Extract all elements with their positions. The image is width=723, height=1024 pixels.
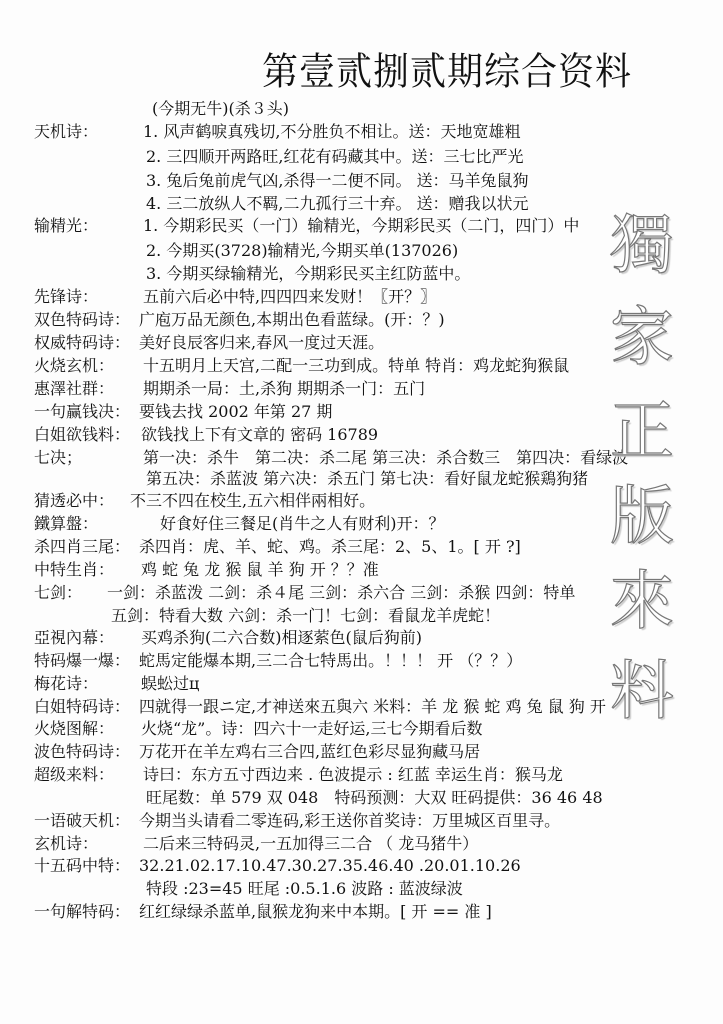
row-content: 诗曰：东方五寸西边来 . 色波提示 : 红蓝 幸运生肖：猴马龙 — [143, 765, 563, 784]
row-label: 一句赢钱决： — [34, 402, 131, 421]
row-label: 权威特码诗： — [34, 333, 131, 352]
row-label: 超级来料： — [34, 765, 115, 784]
row-content: 2. 今期买(3728)输精光,今期买单(137026) — [146, 241, 459, 260]
page-title: 第壹贰捌贰期综合资料 — [262, 51, 633, 95]
row-label: 七决； — [34, 448, 83, 467]
row-content: 2. 三四顺开两路旺,红花有码藏其中。送：三七比严光 — [146, 147, 524, 166]
row-content: 万花开在羊左鸡右三合四,蓝红色彩尽显狗藏马居 — [139, 742, 481, 761]
row-label: 特码爆一爆： — [34, 651, 131, 670]
watermark-char-3: 正 — [610, 395, 674, 469]
row-content: 1. 风声鹤唳真残切,不分胜负不相让。送：天地宽雄粗 — [143, 122, 521, 141]
row-content: 十五明月上天宫,二配一三功到成。特单 特肖：鸡龙蛇狗猴鼠 — [143, 356, 570, 375]
row-label: 一句解特码： — [34, 902, 131, 921]
row-content: 美好良辰客归来,春风一度过天涯。 — [139, 333, 385, 352]
row-content: 蜈蚣过ц — [141, 674, 200, 693]
row-content: 五剑：特看大数 六剑：杀一门！七剑：看鼠龙羊虎蛇！ — [111, 606, 501, 625]
row-content: 第五决：杀蓝波 第六决：杀五门 第七决：看好鼠龙蛇猴鶏狗猪 — [146, 469, 589, 488]
row-content: 第一决：杀牛 第二决：杀二尾 第三决：杀合数三 第四决：看绿波 — [143, 448, 629, 467]
row-label: 玄机诗： — [34, 834, 99, 853]
watermark-char-2: 家 — [610, 301, 674, 375]
row-content: 蛇馬定能爆本期,三二合七特馬出。！！！ 开 （？？） — [139, 651, 523, 670]
row-content: 期期杀一局：土,杀狗 期期杀一门：五门 — [143, 379, 426, 398]
row-content: 杀四肖：虎、羊、蛇、鸡。杀三尾：2、5、1。[ 开 ?] — [139, 537, 521, 556]
row-label: 先锋诗： — [34, 287, 99, 306]
row-content: 要钱去找 2002 年第 27 期 — [139, 402, 333, 421]
row-label: 波色特码诗： — [34, 742, 131, 761]
row-content: 二后来三特码灵,一五加得三二合 （ 龙马猪牛） — [143, 834, 479, 853]
row-content: 不三不四在校生,五六相伴兩相好。 — [130, 491, 376, 510]
row-content: 一剑：杀蓝泼 二剑：杀４尾 三剑：杀六合 三剑：杀猴 四剑：特单 — [107, 583, 576, 602]
row-content: 旺尾数：单 579 双 048 特码预测：大双 旺码提供：36 46 48 — [146, 788, 603, 807]
row-label: 杀四肖三尾： — [34, 537, 131, 556]
row-label: 七剑： — [34, 583, 83, 602]
row-label: 鐵算盤： — [34, 514, 99, 533]
row-content: 4. 三二放纵人不羁,二九孤行三十弃。 送：赠我以状元 — [146, 194, 529, 213]
row-label: 输精光： — [34, 216, 99, 235]
row-content: 五前六后必中特,四四四来发财！〖开？〗 — [143, 287, 437, 306]
row-label: 双色特码诗： — [34, 310, 131, 329]
row-content: 3. 兔后兔前虎气凶,杀得一二便不同。 送：马羊兔鼠狗 — [146, 171, 529, 190]
row-content: 四就得一跟ニ定,才神送來五與六 米料：羊 龙 猴 蛇 鸡 兔 鼠 狗 开 — [139, 697, 606, 716]
row-content: 32.21.02.17.10.47.30.27.35.46.40 .20.01.10.26 — [139, 856, 521, 875]
row-label: 中特生肖： — [34, 560, 115, 579]
row-content: 广庖万品无颜色,本期出色看蓝绿。(开：？) — [139, 310, 445, 329]
row-label: 梅花诗： — [34, 674, 99, 693]
row-label: 猜透必中： — [34, 491, 115, 510]
watermark-char-4: 版 — [610, 480, 674, 554]
row-label: 一语破天机： — [34, 811, 131, 830]
row-label: 天机诗： — [34, 122, 99, 141]
row-label: 火烧玄机： — [34, 356, 115, 375]
row-label: 惠澤社群： — [34, 379, 115, 398]
watermark-char-1: 獨 — [610, 209, 674, 283]
row-content: 欲钱找上下有文章的 密码 16789 — [141, 425, 379, 444]
row-content: 1. 今期彩民买（一门）输精光，今期彩民买（二门，四门）中 — [143, 216, 580, 235]
row-label: 亞視內幕： — [34, 628, 115, 647]
subtitle: (今期无牛)(杀３头) — [152, 99, 289, 118]
row-label: 十五码中特： — [34, 856, 131, 875]
row-content: 火烧“龙”。诗：四六十一走好运,三七今期看后数 — [141, 719, 483, 738]
watermark-char-6: 料 — [610, 655, 674, 729]
row-label: 白姐特码诗： — [34, 697, 131, 716]
row-content: 红红绿绿杀蓝单,鼠猴龙狗来中本期。[ 开 == 准 ] — [139, 902, 492, 921]
row-content: 3. 今期买绿输精光，今期彩民买主红防蓝中。 — [146, 264, 471, 283]
row-content: 今期当头请看二零连码,彩王送你首奖诗：万里城区百里寻。 — [139, 811, 561, 830]
row-content: 买鸡杀狗(二六合数)相逐萦色(鼠后狗前) — [141, 628, 422, 647]
row-label: 白姐欲钱料： — [34, 425, 131, 444]
row-content: 特段 :23=45 旺尾 :0.5.1.6 波路 : 蓝波绿波 — [146, 879, 463, 898]
row-label: 火烧图解： — [34, 719, 115, 738]
row-content: 鸡 蛇 兔 龙 猴 鼠 羊 狗 开 ？？准 — [141, 560, 379, 579]
row-content: 好食好住三餐足(肖牛之人有财利)开：？ — [160, 514, 445, 533]
watermark-char-5: 來 — [610, 565, 674, 639]
